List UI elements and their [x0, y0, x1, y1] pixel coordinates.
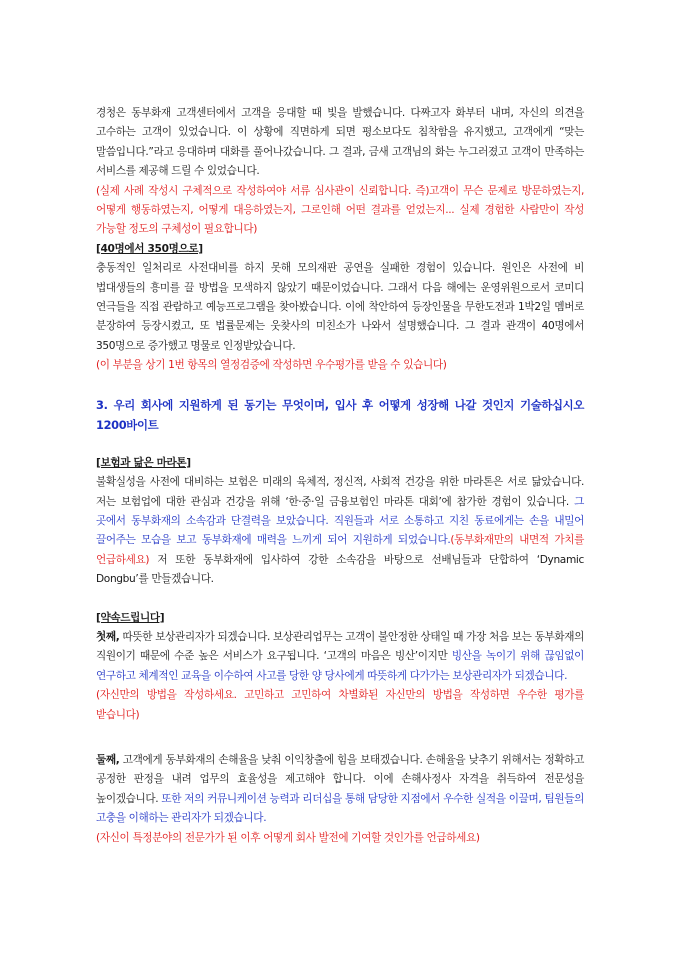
marathon-text-b: 그 곳에서 동부화재의 소속감과 단결력을 보았습니다. 직원들과 서로 소통하고 지친 동료에게는 손을 내밀어 끌어주는 모습을 보고 동부화재에 매력을 느끼게 되어 지원하게 되었습니다.	[96, 495, 584, 547]
paragraph-marathon	[96, 473, 584, 589]
advice-note-4: (자신만의 방법을 작성하세요. 고민하고 고민하여 차별화된 자신만의 방법을 작성하면 우수한 평가를 받습니다)	[96, 689, 584, 721]
first-text-b: 빙산을 녹이기 위해 끊임없이 연구하고 체계적인 교육을 이수하여 사고를 당한 양 당사에게 따뜻하게 다가가는 보상관리자가 되겠습니다.	[96, 650, 584, 682]
second-text-a: 고객에게 동부화재의 손해율을 낮춰 이익창출에 힘을 보태겠습니다. 손해율을 낮추기 위해서는 정확하고 공정한 판정을 내려 업무의 효율성을 제고해야 합니다. 이에 손해사정사 자격을 취득하여 전문성을 높이겠습니다.	[96, 753, 584, 805]
advice-note-2: (이 부분을 상기 1번 항목의 열정검증에 작성하면 우수평가를 받을 수 있습니다)	[96, 359, 447, 372]
second-label: 둘째,	[96, 753, 120, 766]
paragraph-first-promise	[96, 628, 584, 686]
paragraph-listening: 경청은 동부화재 고객센터에서 고객을 응대할 때 빛을 발했습니다. 다짜고자 화부터 내며, 자신의 의견을 고수하는 고객이 있었습니다. 이 상황에 직면하게 되면 평소보다도 침착함을 유지했고, 고객에게 “맞는 말씀입니다.”라고 응대하며 대화를 풀어나갔습니다. 그 결과, 금새 고객님의 화는 누그러졌고 고객이 만족하는 서비스를 제공해 드릴 수 있었습니다.	[96, 107, 584, 178]
paragraph-second-promise	[96, 751, 584, 829]
document-body	[96, 104, 584, 848]
advice-note-5: (자신이 특정분야의 전문가가 된 이후 어떻게 회사 발전에 기여할 것인가를 언급하세요)	[96, 831, 480, 844]
paragraph-mock-trial: 충동적인 일처리로 사전대비를 하지 못해 모의재판 공연을 실패한 경험이 있습니다. 원인은 사전에 비 법대생들의 흥미를 끌 방법을 모색하지 않았기 때문이었습니다. 그래서 다음 해에는 운영위원으로서 코미디 연극들을 직접 관람하고 예능프로그램을 찾아봤습니다. 이에 착안하여 등장인물을 무한도전과 1박2일 멤버로 분장하여 등장시켰고, 또 법률문제는 웃찾사의 미친소가 나와서 설명했습니다. 그 결과 관객이 40명에서 350명으로 증가했고 명물로 인정받았습니다.	[96, 262, 584, 352]
heading-marathon: [보험과 닮은 마라톤]	[96, 456, 191, 469]
marathon-text-d: 저 또한 동부화재에 입사하여 강한 소속감을 바탕으로 선배님들과 단합하여 ‘Dynamic Dongbu’를 만들겠습니다.	[96, 553, 584, 586]
question-3: 3. 우리 회사에 지원하게 된 동기는 무엇이며, 입사 후 어떻게 성장해 나갈 것인지 기술하십시오 1200바이트	[96, 397, 584, 432]
first-label: 첫째,	[96, 630, 120, 643]
advice-note-1: (실제 사례 작성시 구체적으로 작성하여야 서류 심사관이 신뢰합니다. 즉)고객이 무슨 문제로 방문하였는지, 어떻게 행동하였는지, 어떻게 대응하였는지, 그로인해 어떤 결과를 얻었는지... 실제 경험한 사람만이 작성 가능할 정도의 구체성이 필요합니다)	[96, 184, 584, 236]
first-text-a: 따뜻한 보상관리자가 되겠습니다. 보상관리업무는 고객이 불안정한 상태일 때 가장 처음 보는 동부화재의 직원이기 때문에 수준 높은 서비스가 요구됩니다. ‘고객의 마음은 빙산’이지만	[96, 630, 584, 663]
heading-40-to-350: [40명에서 350명으로]	[96, 242, 203, 255]
marathon-text-a: 불확실성을 사전에 대비하는 보험은 미래의 육체적, 정신적, 사회적 건강을 위한 마라톤은 서로 닮았습니다. 저는 보험업에 대한 관심과 건강을 위해 ‘한·중·일 금융보험인 마라톤 대회’에 참가한 경험이 있습니다.	[96, 476, 584, 508]
heading-promise: [약속드립니다]	[96, 611, 165, 624]
second-text-b: 또한 저의 커뮤니케이션 능력과 리더십을 통해 담당한 지점에서 우수한 실적을 이끌며, 팀원들의 고충을 이해하는 관리자가 되겠습니다.	[96, 792, 584, 825]
marathon-advice: (동부화재만의 내면적 가치를 언급하세요)	[96, 534, 585, 566]
